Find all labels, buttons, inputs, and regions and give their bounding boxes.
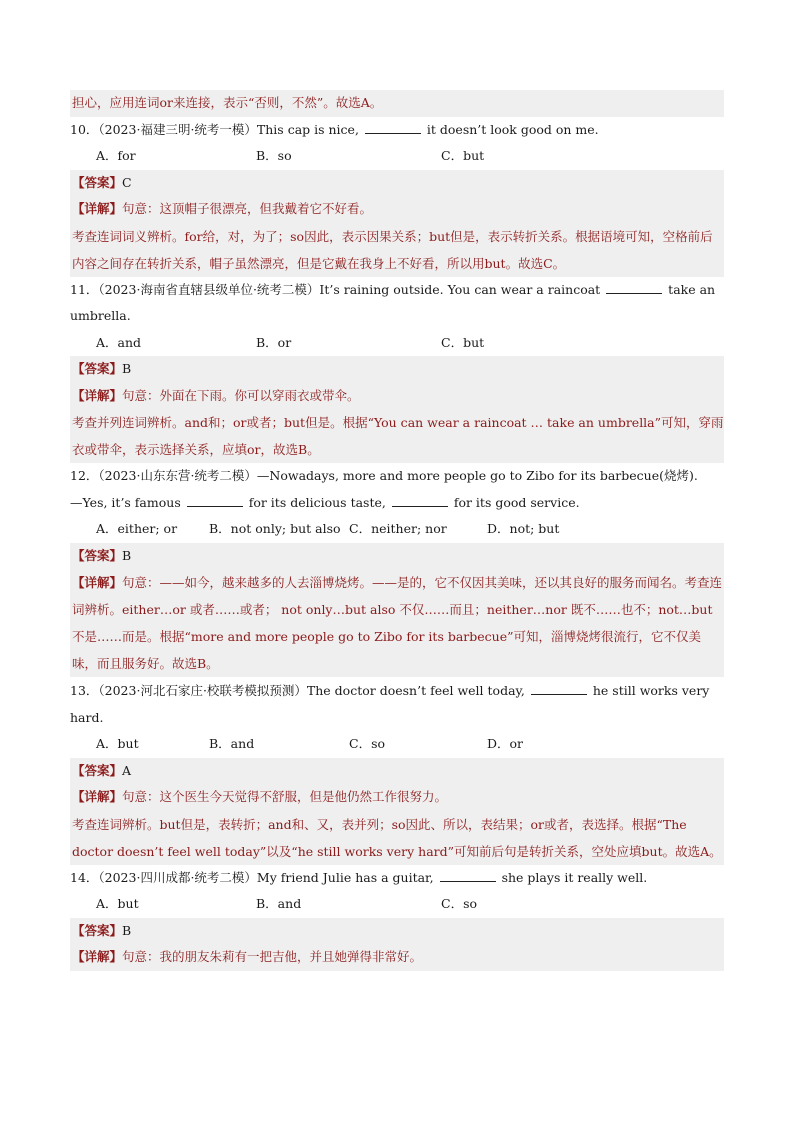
answer-tag: 【答案】 [72,922,123,938]
question-text: for its good service. [453,494,580,510]
answer-tag: 【答案】 [72,174,123,190]
detail-text: 句意：——如今，越来越多的人去淄博烧烤。——是的，它不仅因其美味，还以其良好的服务而闻名。考查连词辨析。either…or 或者……或者； not only…but also 不仅……而且；neither…nor 既不……也不；not…but 不是……而是。根据“more and more people go to Zibo for its barbecue”可知，淄博烧烤很流行，它不仅美味，而且服务好。故选B。 [72,575,723,671]
answer-11 [70,356,724,383]
question-12 [70,463,724,490]
question-source: （2023·河北石家庄·校联考模拟预测） [98,683,307,698]
detail-text: 考查并列连词辨析。and和；or或者；but但是。根据“You can wear a raincoat … take an umbrella”可知，穿雨衣或带伞，表示选择关系，应填or，故选B。 [72,415,724,457]
answer-12 [70,543,724,570]
detail-tag: 【详解】 [72,387,123,403]
detail-tag: 【详解】 [72,789,123,804]
question-text: take an umbrella. [70,281,716,323]
question-source: （2023·福建三明·统考一模） [98,121,257,137]
question-number: 11． [70,281,99,297]
question-text: it doesn’t look good on me. [426,121,599,137]
detail-text: 句意：这个医生今天觉得不舒服，但是他仍然工作很努力。 [122,789,448,804]
answer-blank [365,121,421,134]
options-10 [70,143,724,170]
question-10 [70,117,724,144]
question-11 [70,277,724,330]
answer-blank [392,494,448,507]
option-c[interactable]: C．so [349,736,386,751]
page-content [70,90,724,971]
question-text: he still works very hard. [70,683,710,725]
answer-value: A [122,762,132,778]
options-12 [70,516,724,543]
detail-tag: 【详解】 [72,201,123,216]
answer-value: B [122,922,132,938]
answer-blank [440,869,496,882]
option-a[interactable]: A．and [96,334,142,350]
option-a[interactable]: A．for [96,148,136,163]
option-b[interactable]: B．and [209,736,255,751]
detail-12 [70,569,724,677]
question-source: （2023·山东东营·统考二模） [98,468,257,483]
detail-10 [70,196,724,277]
detail-text: 句意：这顶帽子很漂亮，但我戴着它不好看。 [122,201,373,216]
question-source: （2023·四川成都·统考二模） [98,869,257,885]
answer-value: B [122,547,132,563]
question-12-line2 [70,490,724,517]
detail-text: 考查连词词义辨析。for给，对，为了；so因此，表示因果关系；but但是，表示转折关系。根据语境可知，空格前后内容之间存在转折关系，帽子虽然漂亮，但是它戴在我身上不好看，所以用but。故选C。 [72,228,713,271]
option-b[interactable]: B．or [256,334,292,350]
detail-11 [70,383,724,464]
option-c[interactable]: C．so [441,896,478,911]
option-d[interactable]: D．or [487,736,524,751]
question-number: 12． [70,468,99,483]
question-text: she plays it really well. [501,869,648,885]
option-a[interactable]: A．either; or [96,521,178,536]
answer-blank [606,281,662,294]
detail-13 [70,784,724,865]
options-13 [70,731,724,758]
detail-text: 句意：外面在下雨。你可以穿雨衣或带伞。 [122,387,360,403]
answer-value: C [122,174,132,190]
detail-tag: 【详解】 [72,575,123,590]
option-a[interactable]: A．but [96,736,139,751]
question-text: The doctor doesn’t feel well today, [306,683,525,698]
top-explanation: 担心，应用连词or来连接，表示“否则，不然”。故选A。 [70,90,724,117]
question-number: 13． [70,683,99,698]
detail-text: 句意：我的朋友朱莉有一把吉他，并且她弹得非常好。 [122,949,423,964]
answer-tag: 【答案】 [72,762,123,778]
answer-blank [531,682,587,695]
answer-value: B [122,361,132,376]
options-11 [70,330,724,357]
answer-tag: 【答案】 [72,361,123,376]
detail-text: 考查连词辨析。but但是，表转折；and和、又，表并列；so因此、所以，表结果；or或者，表选择。根据“The doctor doesn’t feel well today”以及“he still works very hard”可知前后句是转折关系，空处应填but。故选A。 [72,816,722,859]
question-text: —Nowadays, more and more people go to Zibo for its barbecue(烧烤). [256,468,698,483]
options-14 [70,891,724,918]
question-text: It’s raining outside. You can wear a raincoat [319,281,601,297]
question-number: 10． [70,121,99,137]
question-text: My friend Julie has a guitar, [256,869,434,885]
option-c[interactable]: C．but [441,334,485,350]
option-b[interactable]: B．not only; but also [209,521,341,536]
answer-blank [187,494,243,507]
question-text: This cap is nice, [256,121,359,137]
option-b[interactable]: B．so [256,148,292,163]
option-b[interactable]: B．and [256,896,302,911]
answer-10 [70,170,724,197]
question-14 [70,865,724,892]
option-d[interactable]: D．not; but [487,521,560,536]
detail-tag: 【详解】 [72,949,123,964]
answer-14 [70,918,724,945]
question-text: for its delicious taste, [248,494,386,510]
answer-13 [70,758,724,785]
detail-14 [70,944,724,971]
question-source: （2023·海南省直辖县级单位·统考二模） [98,281,320,297]
question-number: 14． [70,869,99,885]
option-c[interactable]: C．neither; nor [349,521,447,536]
answer-tag: 【答案】 [72,547,123,563]
question-13 [70,677,724,731]
option-a[interactable]: A．but [96,896,139,911]
option-c[interactable]: C．but [441,148,485,163]
question-text: —Yes, it’s famous [70,494,181,510]
